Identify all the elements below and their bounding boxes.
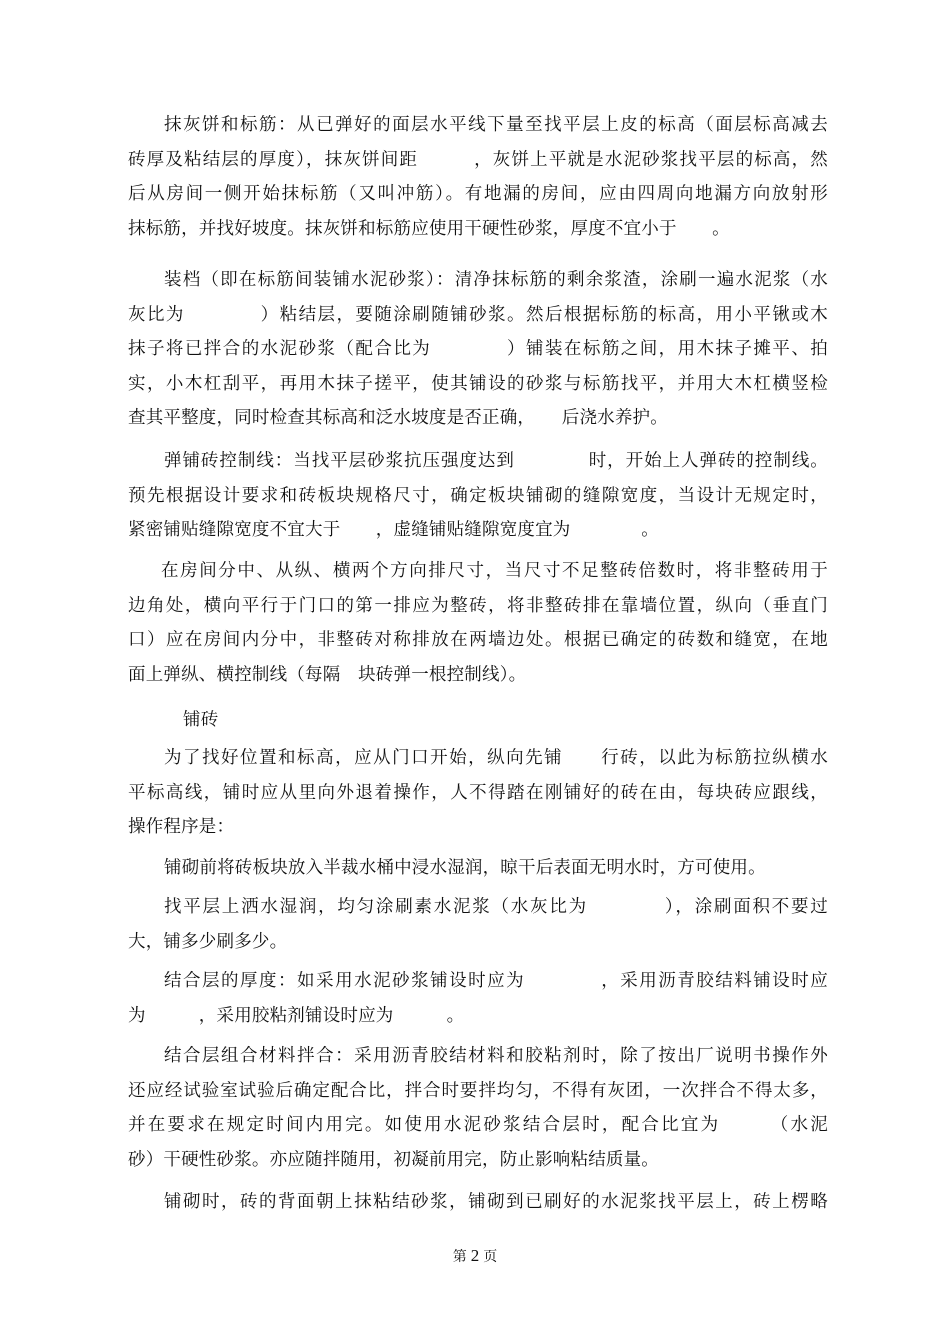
text-line: 后从房间一侧开始抹标筋（又叫冲筋）。有地漏的房间，应由四周向地漏方向放射形 <box>128 184 828 204</box>
paragraph-soaking <box>128 851 828 886</box>
text-line: 预先根据设计要求和砖板块规格尺寸，确定板块铺砌的缝隙宽度，当设计无规定时， <box>128 485 828 506</box>
text-line: 面上弹纵、横控制线（每隔 块砖弹一根控制线）。 <box>128 664 527 685</box>
paragraph-control-lines <box>128 444 828 548</box>
footer-prefix: 第 <box>452 1249 467 1265</box>
footer-suffix: 页 <box>483 1249 498 1265</box>
text-line: 抹灰饼和标筋：从已弹好的面层水平线下量至找平层上皮的标高（面层标高减去 <box>164 115 828 135</box>
text-line: 边角处，横向平行于门口的第一排应为整砖，将非整砖排在靠墙位置，纵向（垂直门 <box>128 595 828 616</box>
text-line: 查其平整度，同时检查其标高和泛水坡度是否正确， 后浇水养护。 <box>128 408 668 428</box>
text-line: 为了找好位置和标高，应从门口开始，纵向先铺 行砖，以此为标筋拉纵横水 <box>164 748 828 768</box>
page-footer <box>0 1246 950 1266</box>
heading-text: 铺砖 <box>183 710 219 730</box>
text-line: 实，小木杠刮平，再用木抹子搓平，使其铺设的砂浆与标筋找平，并用大木杠横竖检 <box>128 373 828 394</box>
paragraph-laying <box>128 1185 828 1220</box>
text-line: 结合层组合材料拌合：采用沥青胶结材料和胶粘剂时，除了按出厂说明书操作外 <box>164 1046 828 1066</box>
text-line: 找平层上洒水湿润，均匀涂刷素水泥浆（水灰比为 ），涂刷面积不要过 <box>164 897 828 917</box>
paragraph-start-position <box>128 741 828 845</box>
text-line: 抹子将已拌合的水泥砂浆（配合比为 ）铺装在标筋之间，用木抹子摊平、拍 <box>128 339 828 359</box>
text-line: 结合层的厚度：如采用水泥砂浆铺设时应为 ，采用沥青胶结料铺设时应 <box>164 971 828 991</box>
page-number: 2 <box>470 1246 480 1265</box>
text-line: 操作程序是： <box>128 817 235 837</box>
paragraph-mixing <box>128 1039 828 1177</box>
paragraph-filling-mortar <box>128 263 828 436</box>
text-line: 为 ，采用胶粘剂铺设时应为 。 <box>128 1005 465 1026</box>
text-line: 铺砌前将砖板块放入半裁水桶中浸水湿润，晾干后表面无明水时，方可使用。 <box>164 858 766 878</box>
paragraph-screeding-marks <box>128 108 828 246</box>
text-line: 抹标筋，并找好坡度。抹灰饼和标筋应使用干硬性砂浆，厚度不宜小于 。 <box>128 218 730 239</box>
paragraph-layout-dimensions <box>128 554 828 692</box>
text-line: 铺砌时，砖的背面朝上抹粘结砂浆，铺砌到已刷好的水泥浆找平层上，砖上楞略 <box>164 1192 828 1212</box>
text-line: 还应经试验室试验后确定配合比，拌合时要拌均匀，不得有灰团，一次拌合不得太多， <box>128 1080 828 1101</box>
text-line: 口）应在房间内分中，非整砖对称排放在两墙边处。根据已确定的砖数和缝宽，在地 <box>128 630 828 650</box>
text-line: 灰比为 ）粘结层，要随涂刷随铺砂浆。然后根据标筋的标高，用小平锹或木 <box>128 304 828 325</box>
text-line: 大，铺多少刷多少。 <box>128 931 288 952</box>
text-line: 在房间分中、从纵、横两个方向排尺寸，当尺寸不足整砖倍数时，将非整砖用于 <box>161 561 828 581</box>
text-line: 紧密铺贴缝隙宽度不宜大于 ，虚缝铺贴缝隙宽度宜为 。 <box>128 520 659 540</box>
text-line: 砂）干硬性砂浆。亦应随拌随用，初凝前用完，防止影响粘结质量。 <box>128 1149 659 1170</box>
text-line: 弹铺砖控制线：当找平层砂浆抗压强度达到 时，开始上人弹砖的控制线。 <box>164 451 828 471</box>
text-line: 并在要求在规定时间内用完。如使用水泥砂浆结合层时，配合比宜为 （水泥 <box>128 1115 828 1135</box>
section-heading-tiling <box>128 703 828 738</box>
text-line: 平标高线，铺时应从里向外退着操作，人不得踏在刚铺好的砖在由，每块砖应跟线， <box>128 782 828 803</box>
paragraph-bond-thickness <box>128 964 828 1033</box>
text-line: 装档（即在标筋间装铺水泥砂浆）：清净抹标筋的剩余浆渣，涂刷一遍水泥浆（水 <box>164 270 828 290</box>
text-line: 砖厚及粘结层的厚度），抹灰饼间距 ，灰饼上平就是水泥砂浆找平层的标高，然 <box>128 149 828 170</box>
paragraph-wetting <box>128 890 828 959</box>
